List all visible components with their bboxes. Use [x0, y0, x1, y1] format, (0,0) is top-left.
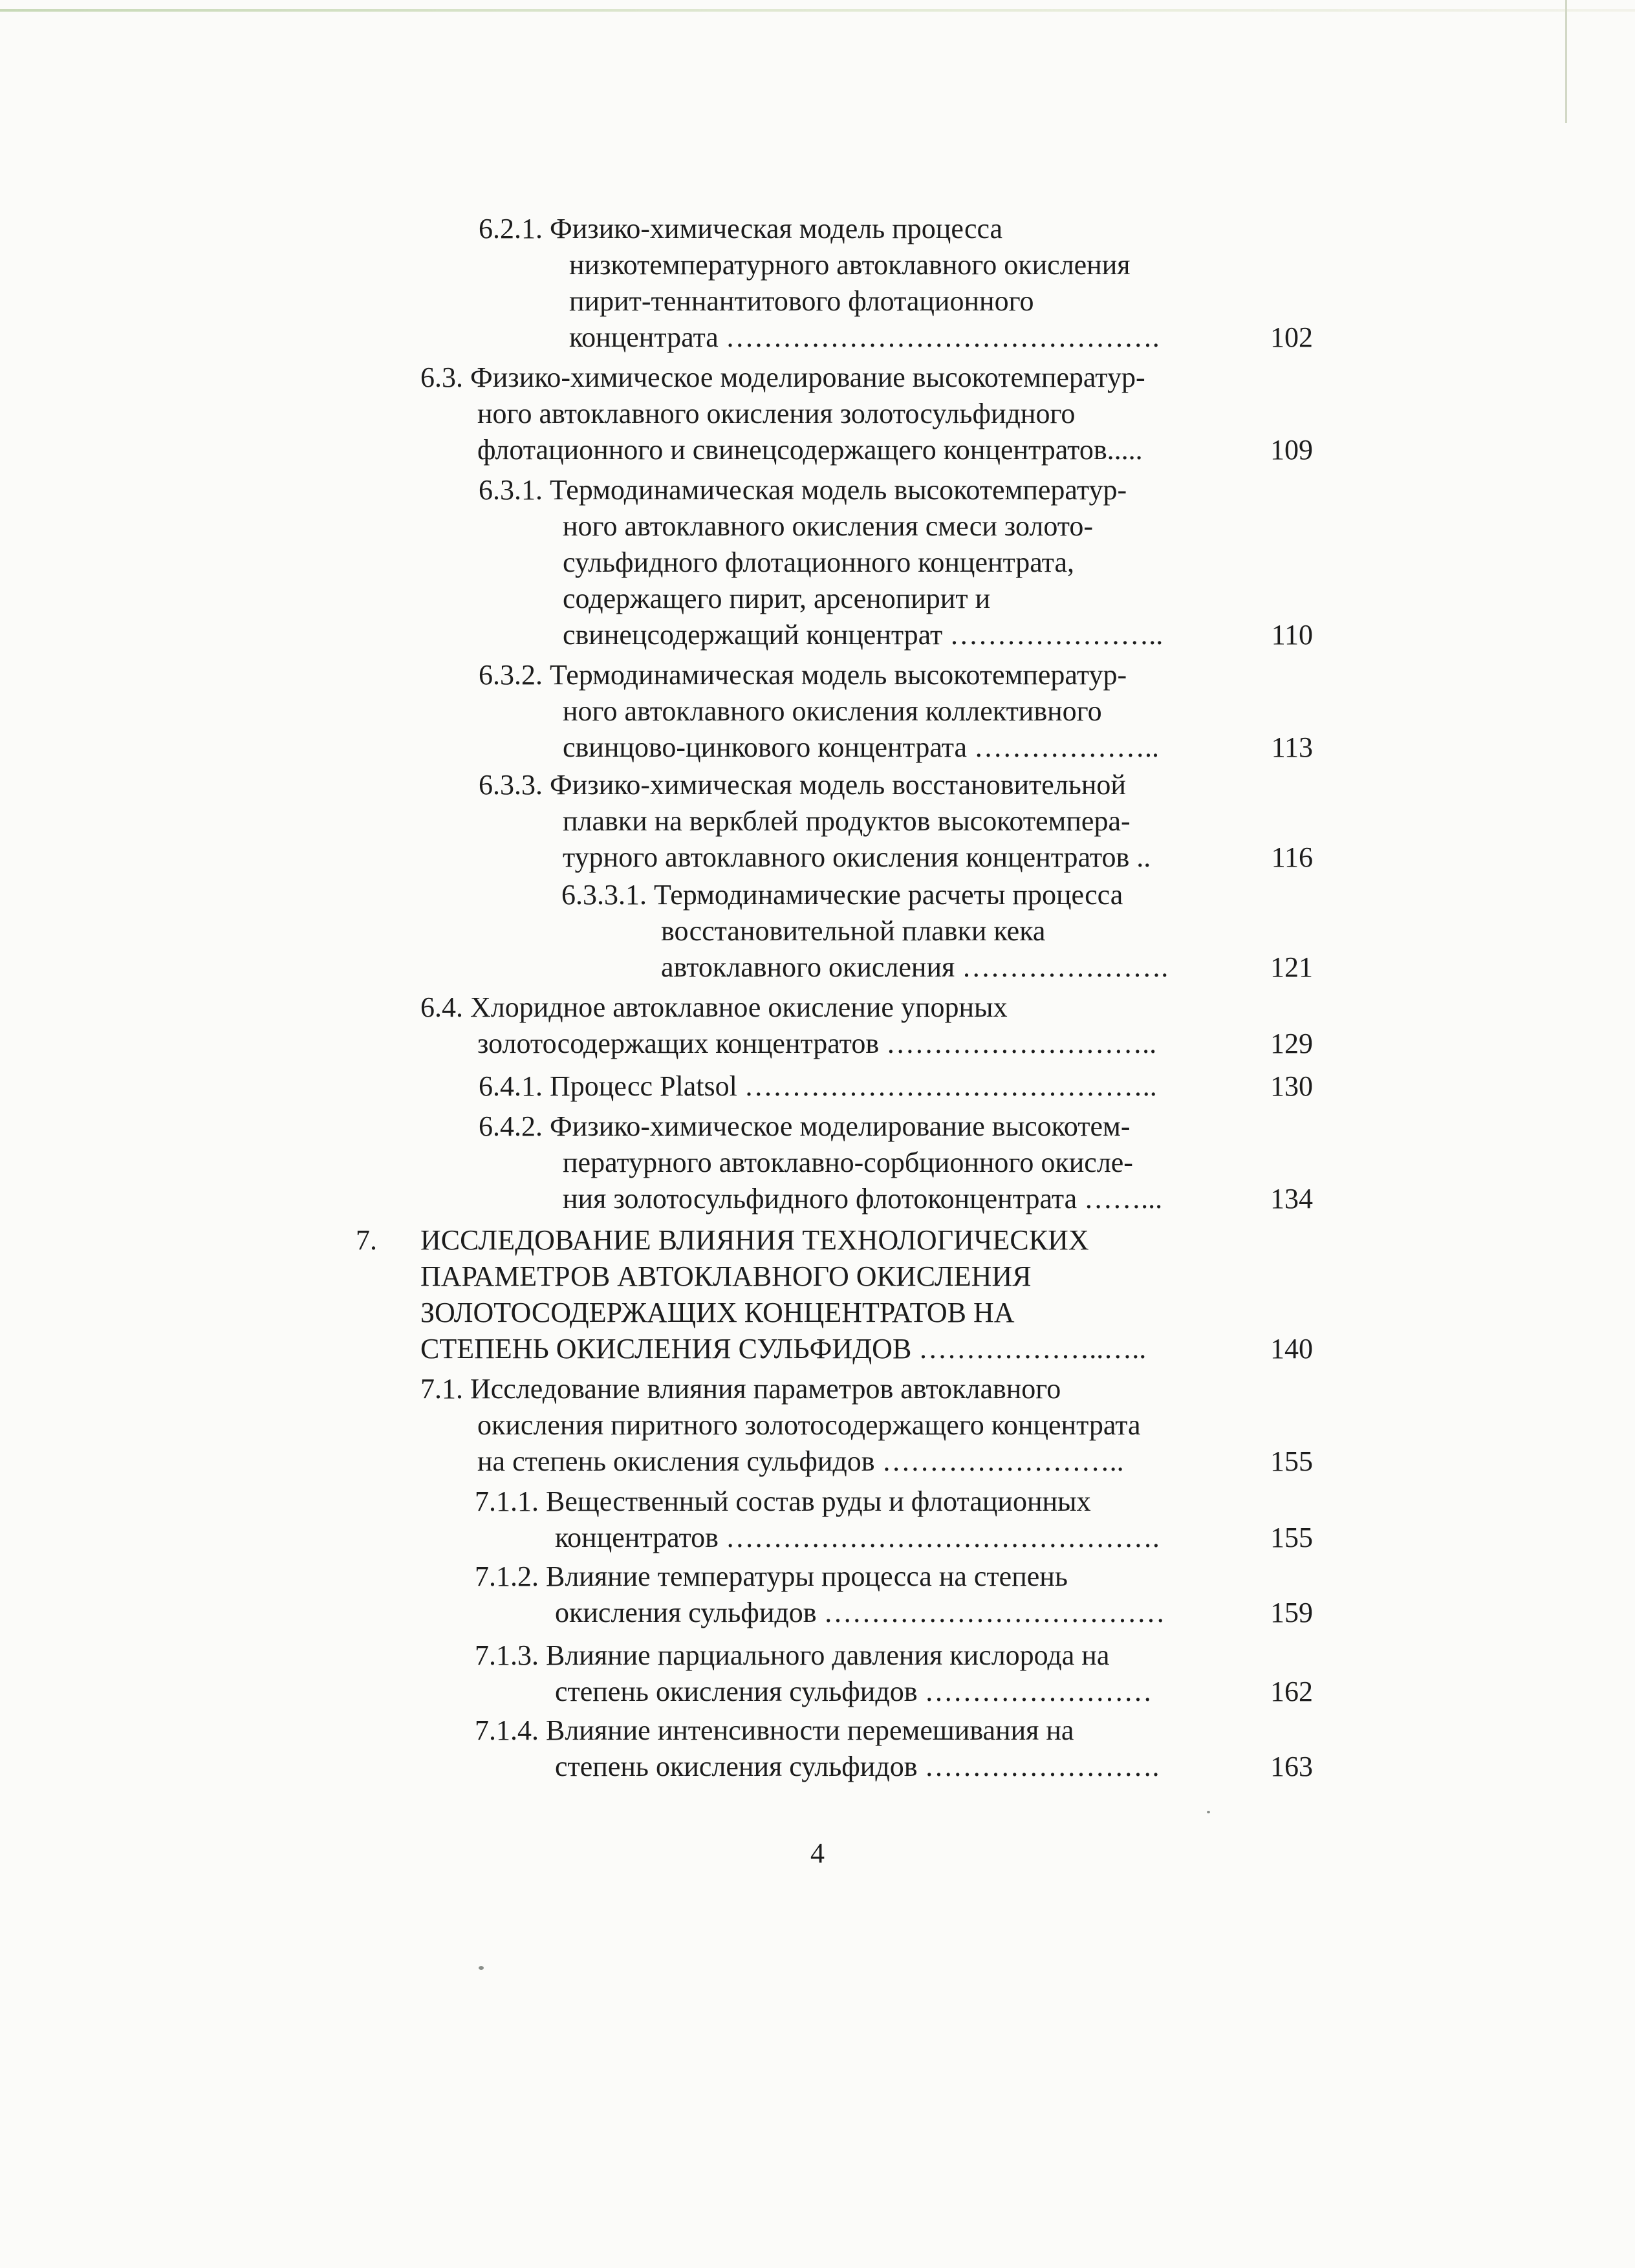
toc-entry-6-3-3-line-1: 6.3.3. Физико-химическая модель восстановительной: [479, 769, 1126, 801]
toc-page-number: 121: [1270, 951, 1313, 983]
toc-page-number: 110: [1271, 619, 1313, 651]
toc-entry-7-1-2-line-2: окисления сульфидов ………………………………: [555, 1597, 1165, 1628]
toc-chapter-7-line-1: ИССЛЕДОВАНИЕ ВЛИЯНИЯ ТЕХНОЛОГИЧЕСКИХ: [420, 1224, 1089, 1256]
toc-page-number: 113: [1271, 731, 1313, 763]
toc-entry-7-1-1-line-1: 7.1.1. Вещественный состав руды и флотационных: [475, 1485, 1091, 1517]
toc-chapter-7-line-3: ЗОЛОТОСОДЕРЖАЩИХ КОНЦЕНТРАТОВ НА: [420, 1297, 1015, 1328]
toc-entry-6-3-3-1-line-3: автоклавного окисления ………………….: [661, 951, 1169, 983]
toc-entry-7-1-3-line-2: степень окисления сульфидов ……………………: [555, 1676, 1153, 1707]
toc-page-number: 162: [1270, 1676, 1313, 1707]
toc-chapter-7-line-4: СТЕПЕНЬ ОКИСЛЕНИЯ СУЛЬФИДОВ ………………..…..: [420, 1333, 1147, 1365]
toc-entry-6-2-1-line-2: низкотемпературного автоклавного окисления: [569, 249, 1131, 281]
toc-entry-6-3-2-line-1: 6.3.2. Термодинамическая модель высокотемператур-: [479, 659, 1127, 691]
toc-entry-6-4-line-2: золотосодержащих концентратов ………………………..: [477, 1028, 1157, 1059]
toc-entry-6-3-1-line-4: содержащего пирит, арсенопирит и: [563, 583, 991, 614]
toc-page-number: 134: [1270, 1183, 1313, 1215]
toc-entry-6-3-2-line-2: ного автоклавного окисления коллективного: [563, 695, 1102, 727]
toc-entry-7-1-4-line-2: степень окисления сульфидов …………………….: [555, 1751, 1160, 1782]
scan-speck: [479, 1966, 484, 1970]
toc-page-number: 140: [1270, 1333, 1313, 1365]
toc-entry-6-2-1-line-4: концентрата ……………………………………….: [569, 321, 1160, 353]
toc-entry-6-4-2-line-3: ния золотосульфидного флотоконцентрата ……...: [563, 1183, 1163, 1215]
scan-speck: [1207, 1811, 1210, 1813]
toc-entry-6-4-2-line-2: пературного автоклавно-сорбционного окисле-: [563, 1147, 1133, 1178]
toc-entry-6-3-1-line-5: свинецсодержащий концентрат …………………..: [563, 619, 1164, 651]
toc-page-number: 130: [1270, 1070, 1313, 1102]
toc-entry-7-1-4-line-1: 7.1.4. Влияние интенсивности перемешивания на: [475, 1714, 1074, 1746]
toc-entry-7-1-line-1: 7.1. Исследование влияния параметров автоклавного: [420, 1373, 1061, 1405]
toc-entry-6-3-3-1-line-1: 6.3.3.1. Термодинамические расчеты процесса: [561, 879, 1123, 911]
toc-entry-6-4-2-line-1: 6.4.2. Физико-химическое моделирование высокотем-: [479, 1110, 1131, 1142]
toc-entry-6-3-2-line-3: свинцово-цинкового концентрата ………………..: [563, 731, 1160, 763]
toc-page-number: 109: [1270, 434, 1313, 466]
toc-entry-7-1-1-line-2: концентратов ……………………………………….: [555, 1522, 1160, 1553]
toc-entry-6-2-1-line-1: 6.2.1. Физико-химическая модель процесса: [479, 213, 1003, 244]
toc-entry-6-3-line-2: ного автоклавного окисления золотосульфидного: [477, 398, 1076, 429]
toc-page-number: 163: [1270, 1751, 1313, 1782]
toc-entry-6-3-line-3: флотационного и свинецсодержащего концентратов.....: [477, 434, 1143, 466]
page-number: 4: [810, 1837, 825, 1869]
toc-page-number: 116: [1271, 841, 1313, 873]
toc-entry-6-3-1-line-2: ного автоклавного окисления смеси золото-: [563, 510, 1094, 542]
toc-entry-7-1-line-3: на степень окисления сульфидов ……………………..: [477, 1445, 1124, 1477]
toc-entry-6-3-3-line-3: турного автоклавного окисления концентратов ..: [563, 841, 1151, 873]
toc-entry-6-3-1-line-3: сульфидного флотационного концентрата,: [563, 546, 1074, 578]
toc-entry-6-2-1-line-3: пирит-теннантитового флотационного: [569, 285, 1034, 317]
toc-entry-7-1-3-line-1: 7.1.3. Влияние парциального давления кислорода на: [475, 1639, 1110, 1671]
toc-entry-6-3-line-1: 6.3. Физико-химическое моделирование высокотемператур-: [420, 362, 1145, 393]
toc-entry-6-3-3-line-2: плавки на веркблей продуктов высокотемпера-: [563, 805, 1131, 837]
toc-page-number: 102: [1270, 321, 1313, 353]
toc-entry-7-1-2-line-1: 7.1.2. Влияние температуры процесса на степень: [475, 1561, 1068, 1592]
toc-chapter-7-line-2: ПАРАМЕТРОВ АВТОКЛАВНОГО ОКИСЛЕНИЯ: [420, 1260, 1032, 1292]
toc-entry-6-3-3-1-line-2: восстановительной плавки кека: [661, 915, 1046, 947]
toc-entry-6-3-1-line-1: 6.3.1. Термодинамическая модель высокотемператур-: [479, 474, 1127, 506]
toc-page-number: 155: [1270, 1445, 1313, 1477]
toc-page-number: 155: [1270, 1522, 1313, 1553]
toc-entry-6-4-line-1: 6.4. Хлоридное автоклавное окисление упорных: [420, 991, 1008, 1023]
toc-chapter-7-number: 7.: [356, 1224, 377, 1256]
toc-page-number: 159: [1270, 1597, 1313, 1628]
toc-entry-6-4-1-line-1: 6.4.1. Процесс Platsol ……………………………………..: [479, 1070, 1157, 1102]
toc-entry-7-1-line-2: окисления пиритного золотосодержащего концентрата: [477, 1409, 1141, 1441]
toc-page-number: 129: [1270, 1028, 1313, 1059]
